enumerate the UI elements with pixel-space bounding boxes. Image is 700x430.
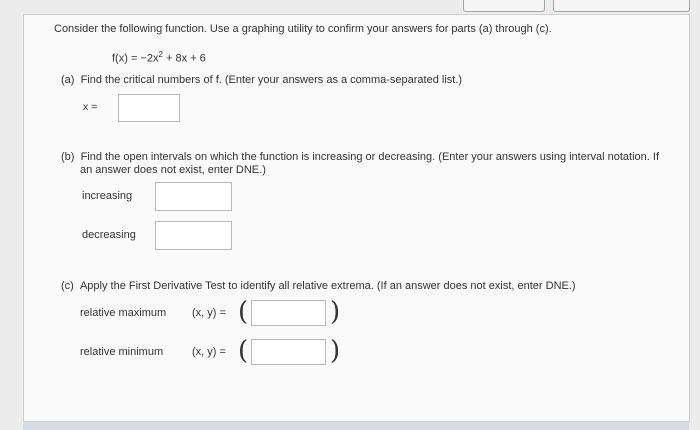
relative-maximum-label: relative maximum xyxy=(80,307,167,319)
part-a-question xyxy=(61,74,462,86)
relative-minimum-label: relative minimum xyxy=(80,346,164,358)
part-c-label: (c) xyxy=(61,280,74,292)
part-a-answer-label: x = xyxy=(83,101,98,113)
relative-maximum-input[interactable] xyxy=(251,300,326,326)
min-xy-label: (x, y) = xyxy=(192,346,226,358)
function-rest: + 8x + 6 xyxy=(162,52,206,65)
decreasing-input[interactable] xyxy=(155,221,232,250)
function-lhs: f(x) = −2x xyxy=(112,52,159,65)
part-b-question-line1 xyxy=(61,151,659,163)
max-xy-label: (x, y) = xyxy=(192,307,226,319)
min-open-paren: ( xyxy=(238,336,249,366)
part-b-label: (b) xyxy=(61,151,75,163)
part-a-text: Find the critical numbers of f. (Enter your answers as a comma-separated list.) xyxy=(80,74,463,86)
toolbar-button[interactable] xyxy=(463,0,545,12)
decreasing-label: decreasing xyxy=(82,229,136,241)
function-formula xyxy=(112,50,206,65)
max-open-paren: ( xyxy=(238,297,249,327)
relative-minimum-input[interactable] xyxy=(251,339,326,365)
max-close-paren: ) xyxy=(330,297,341,327)
increasing-label: increasing xyxy=(82,190,133,202)
critical-numbers-input[interactable] xyxy=(118,94,180,122)
part-c-text: Apply the First Derivative Test to identify all relative extrema. (If an answer does not exist, enter DNE.) xyxy=(79,280,576,292)
toolbar-button[interactable] xyxy=(553,0,690,12)
function-exponent: 2 xyxy=(158,50,163,59)
part-a-label: (a) xyxy=(61,74,75,86)
min-close-paren: ) xyxy=(330,336,341,366)
part-b-text-1: Find the open intervals on which the function is increasing or decreasing. (Enter your answers using interval notation. If xyxy=(80,151,660,163)
intro-text: Consider the following function. Use a graphing utility to confirm your answers for parts (a) through (c). xyxy=(54,23,552,35)
part-c-question xyxy=(61,280,576,292)
increasing-input[interactable] xyxy=(155,182,232,211)
footer-bar xyxy=(23,422,689,430)
part-b-question-line2: an answer does not exist, enter DNE.) xyxy=(80,164,266,176)
